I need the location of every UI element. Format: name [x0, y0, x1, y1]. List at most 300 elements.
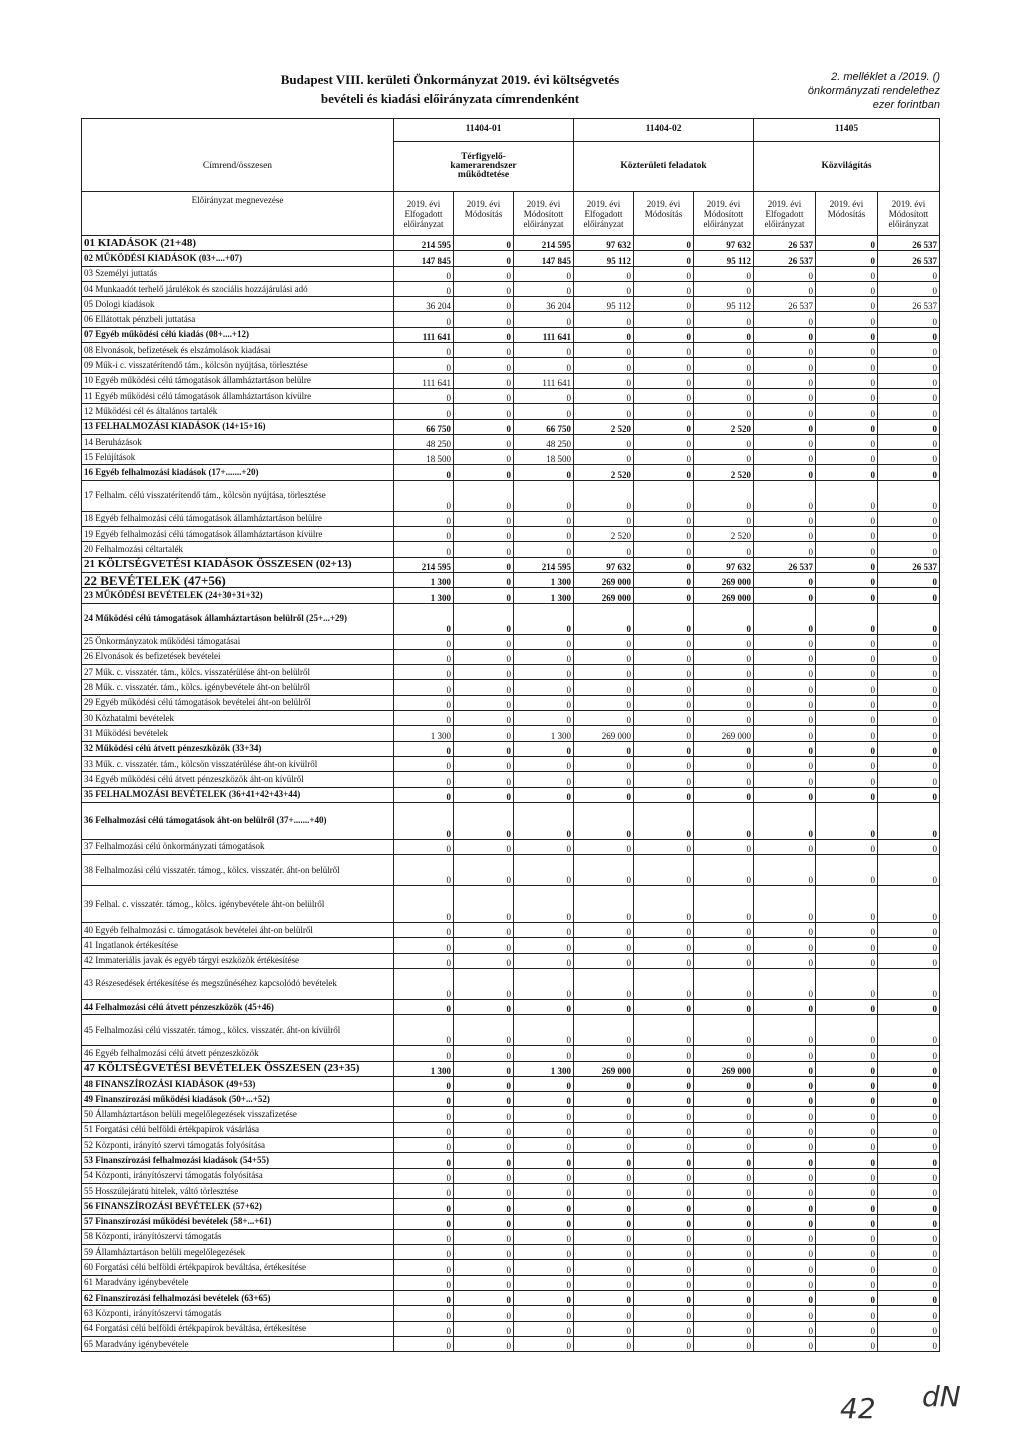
- handwritten-initials-number: 42: [840, 1392, 876, 1425]
- cell-value: 0: [514, 802, 574, 839]
- row-label: 03 Személyi juttatás: [82, 266, 394, 281]
- cell-value: 0: [878, 726, 940, 741]
- cell-value: 0: [816, 1183, 878, 1198]
- cell-value: 0: [394, 680, 454, 695]
- cell-value: 0: [634, 680, 694, 695]
- cell-value: 0: [634, 1306, 694, 1321]
- cell-value: 0: [454, 1122, 514, 1137]
- row-label: 35 FELHALMOZÁSI BEVÉTELEK (36+41+42+43+44): [82, 787, 394, 802]
- cell-value: 0: [394, 603, 454, 634]
- cell-value: 0: [754, 1260, 816, 1275]
- cell-value: 0: [694, 665, 754, 680]
- cell-value: 0: [634, 281, 694, 296]
- cell-value: 2 520: [694, 527, 754, 542]
- cell-value: 0: [574, 1260, 634, 1275]
- sub-header-line: 2019. évi: [829, 198, 864, 209]
- cell-value: 0: [394, 404, 454, 419]
- cell-value: 0: [634, 938, 694, 953]
- cell-value: 0: [574, 1076, 634, 1091]
- cell-value: 0: [454, 1107, 514, 1122]
- group-name-row: [82, 141, 940, 192]
- cell-value: 0: [878, 572, 940, 587]
- cell-value: 0: [574, 695, 634, 710]
- table-row: [82, 1321, 940, 1336]
- cell-value: 0: [816, 1015, 878, 1046]
- sub-header-3-2: [816, 192, 878, 236]
- cell-value: 0: [634, 1046, 694, 1061]
- cell-value: 0: [454, 465, 514, 480]
- group-code-1: 11404-01: [394, 119, 574, 142]
- cell-value: 0: [394, 1291, 454, 1306]
- table-row: [82, 1092, 940, 1107]
- cell-value: 0: [454, 388, 514, 403]
- cell-value: 0: [878, 680, 940, 695]
- cell-value: 0: [394, 649, 454, 664]
- cell-value: 0: [514, 1275, 574, 1290]
- cell-value: 0: [816, 266, 878, 281]
- cell-value: 0: [634, 634, 694, 649]
- sub-header-1-1: [394, 192, 454, 236]
- table-row: [82, 695, 940, 710]
- cell-value: 0: [694, 839, 754, 854]
- cell-value: 0: [754, 711, 816, 726]
- cell-value: 0: [694, 711, 754, 726]
- row-label: 07 Egyéb működési célú kiadás (08+....+12): [82, 327, 394, 342]
- cell-value: 0: [454, 756, 514, 771]
- cell-value: 0: [878, 741, 940, 756]
- cell-value: 0: [878, 711, 940, 726]
- cell-value: 0: [454, 695, 514, 710]
- cell-value: 0: [878, 1076, 940, 1091]
- cell-value: 0: [574, 1321, 634, 1336]
- cell-value: 1 300: [394, 572, 454, 587]
- cell-value: 0: [694, 404, 754, 419]
- cell-value: 0: [454, 953, 514, 968]
- cell-value: 0: [754, 1092, 816, 1107]
- cell-value: 0: [694, 772, 754, 787]
- cell-value: 0: [878, 603, 940, 634]
- cell-value: 95 112: [574, 297, 634, 312]
- cell-value: 0: [574, 1122, 634, 1137]
- cell-value: 0: [454, 343, 514, 358]
- sub-header-line: Elfogadott: [765, 208, 804, 219]
- cell-value: 18 500: [514, 450, 574, 465]
- cell-value: 0: [634, 373, 694, 388]
- cell-value: 0: [878, 999, 940, 1014]
- cell-value: 0: [514, 1214, 574, 1229]
- row-label: 36 Felhalmozási célú támogatások áht-on belülről (37+.......+40): [82, 802, 394, 839]
- cell-value: 0: [816, 511, 878, 526]
- cell-value: 0: [878, 1092, 940, 1107]
- table-row: [82, 999, 940, 1014]
- cell-value: 0: [694, 1336, 754, 1351]
- cell-value: 0: [514, 923, 574, 938]
- cell-value: 0: [454, 588, 514, 603]
- cell-value: 269 000: [574, 588, 634, 603]
- cell-value: 0: [816, 855, 878, 886]
- cell-value: 2 520: [574, 527, 634, 542]
- sub-header-line: Módosítás: [464, 208, 503, 219]
- cell-value: 0: [394, 711, 454, 726]
- cell-value: 0: [454, 404, 514, 419]
- cell-value: 0: [816, 938, 878, 953]
- cell-value: 0: [816, 999, 878, 1014]
- table-row: [82, 756, 940, 771]
- cell-value: 0: [816, 358, 878, 373]
- cell-value: 0: [816, 404, 878, 419]
- cell-value: 0: [514, 1122, 574, 1137]
- sub-header-3-1: [754, 192, 816, 236]
- cell-value: 0: [754, 404, 816, 419]
- cell-value: 0: [394, 527, 454, 542]
- cell-value: 0: [514, 1199, 574, 1214]
- cell-value: 0: [754, 281, 816, 296]
- cell-value: 0: [816, 312, 878, 327]
- annex-note: [770, 70, 940, 112]
- cell-value: 0: [394, 953, 454, 968]
- cell-value: 0: [634, 236, 694, 251]
- cell-value: 0: [694, 542, 754, 557]
- row-label: 27 Műk. c. visszatér. tám., kölcs. visszatérülése áht-on belülről: [82, 665, 394, 680]
- row-label: 60 Forgatási célú belföldi értékpapírok beváltása, értékesítése: [82, 1260, 394, 1275]
- row-label: 42 Immateriális javak és egyéb tárgyi eszközök értékesítése: [82, 953, 394, 968]
- cell-value: 0: [754, 603, 816, 634]
- cell-value: 0: [816, 1122, 878, 1137]
- cell-value: 0: [878, 1199, 940, 1214]
- row-label: 28 Műk. c. visszatér. tám., kölcs. igénybevétele áht-on belülről: [82, 680, 394, 695]
- cell-value: 0: [634, 297, 694, 312]
- cell-value: 0: [454, 1321, 514, 1336]
- cell-value: 0: [574, 281, 634, 296]
- cell-value: 95 112: [694, 297, 754, 312]
- cell-value: 0: [754, 923, 816, 938]
- cell-value: 0: [454, 1061, 514, 1076]
- table-row: [82, 312, 940, 327]
- cell-value: 0: [394, 480, 454, 511]
- cell-value: 0: [574, 1092, 634, 1107]
- row-label: 21 KÖLTSÉGVETÉSI KIADÁSOK ÖSSZESEN (02+13): [82, 557, 394, 572]
- cell-value: 0: [634, 1291, 694, 1306]
- cell-value: 0: [754, 588, 816, 603]
- cell-value: 26 537: [754, 557, 816, 572]
- cell-value: 0: [454, 1199, 514, 1214]
- cell-value: 0: [574, 358, 634, 373]
- unit-label: ezer forintban: [872, 99, 940, 111]
- cell-value: 0: [816, 953, 878, 968]
- cell-value: 0: [514, 480, 574, 511]
- cell-value: 0: [754, 772, 816, 787]
- group-name-3: Közvilágítás: [754, 141, 940, 192]
- row-label: 58 Központi, irányítószervi támogatás: [82, 1229, 394, 1244]
- row-label: 22 BEVÉTELEK (47+56): [82, 572, 394, 587]
- cell-value: 0: [816, 450, 878, 465]
- cell-value: 0: [754, 1138, 816, 1153]
- cell-value: 0: [514, 1306, 574, 1321]
- cell-value: 0: [514, 1229, 574, 1244]
- cell-value: 0: [754, 1245, 816, 1260]
- table-row: [82, 251, 940, 266]
- decree-label: önkormányzati rendelethez: [807, 85, 940, 97]
- cell-value: 0: [454, 542, 514, 557]
- cell-value: 0: [454, 1336, 514, 1351]
- cell-value: 0: [574, 649, 634, 664]
- row-label: 45 Felhalmozási célú visszatér. támog., kölcs. visszatér. áht-on kívülről: [82, 1015, 394, 1046]
- cell-value: 0: [394, 1245, 454, 1260]
- table-row: [82, 968, 940, 999]
- cell-value: 1 300: [514, 572, 574, 587]
- row-label: 56 FINANSZÍROZÁSI BEVÉTELEK (57+62): [82, 1199, 394, 1214]
- cell-value: 0: [514, 1076, 574, 1091]
- cell-value: 0: [816, 388, 878, 403]
- cell-value: 0: [634, 419, 694, 434]
- cell-value: 0: [454, 839, 514, 854]
- cell-value: 0: [878, 938, 940, 953]
- cell-value: 0: [514, 312, 574, 327]
- name-column-header: Előirányzat megnevezése: [82, 192, 394, 236]
- sub-header-line: [818, 219, 875, 229]
- cell-value: 0: [634, 802, 694, 839]
- row-label: 19 Egyéb felhalmozási célú támogatások államháztartáson kívülre: [82, 527, 394, 542]
- row-label: 09 Műk-i c. visszatérítendő tám., kölcsön nyújtása, törlesztése: [82, 358, 394, 373]
- cell-value: 0: [634, 741, 694, 756]
- cell-value: 0: [754, 665, 816, 680]
- cell-value: 0: [514, 772, 574, 787]
- cell-value: 0: [394, 1260, 454, 1275]
- cell-value: 0: [754, 999, 816, 1014]
- table-row: [82, 680, 940, 695]
- cell-value: 0: [694, 1015, 754, 1046]
- sub-header-line: [456, 219, 511, 229]
- row-label: 49 Finanszírozási működési kiadások (50+...+52): [82, 1092, 394, 1107]
- table-row: [82, 665, 940, 680]
- cell-value: 0: [634, 695, 694, 710]
- cell-value: 0: [394, 695, 454, 710]
- group-name-1: Térfigyelő-kamerarendszer működtetése: [394, 141, 574, 192]
- cell-value: 0: [454, 999, 514, 1014]
- cell-value: 0: [454, 450, 514, 465]
- cell-value: 0: [514, 1015, 574, 1046]
- cell-value: 0: [754, 649, 816, 664]
- cell-value: 0: [816, 1321, 878, 1336]
- cell-value: 0: [394, 388, 454, 403]
- cell-value: 0: [634, 480, 694, 511]
- cell-value: 0: [514, 839, 574, 854]
- cell-value: 0: [574, 1168, 634, 1183]
- cell-value: 0: [634, 1168, 694, 1183]
- row-label: 46 Egyéb felhalmozási célú átvett pénzeszközök: [82, 1046, 394, 1061]
- cell-value: 0: [878, 1214, 940, 1229]
- cell-value: 0: [394, 1138, 454, 1153]
- cell-value: 0: [634, 588, 694, 603]
- cell-value: 0: [634, 542, 694, 557]
- table-row: [82, 327, 940, 342]
- row-label: 20 Felhalmozási céltartalék: [82, 542, 394, 557]
- cell-value: 0: [634, 1153, 694, 1168]
- cell-value: 0: [694, 327, 754, 342]
- cell-value: 0: [754, 312, 816, 327]
- table-row: [82, 511, 940, 526]
- table-row: [82, 1306, 940, 1321]
- cell-value: 0: [514, 886, 574, 923]
- cell-value: 0: [754, 968, 816, 999]
- cell-value: 0: [754, 802, 816, 839]
- sub-header-line: 2019. évi: [706, 198, 741, 209]
- cell-value: 0: [878, 1046, 940, 1061]
- cell-value: 0: [574, 1107, 634, 1122]
- cell-value: 0: [816, 649, 878, 664]
- cell-value: 0: [394, 665, 454, 680]
- cell-value: 0: [634, 1138, 694, 1153]
- cell-value: 0: [816, 923, 878, 938]
- cell-value: 111 641: [394, 373, 454, 388]
- table-row: [82, 603, 940, 634]
- cell-value: 0: [454, 1076, 514, 1091]
- cell-value: 0: [394, 1046, 454, 1061]
- cell-value: 0: [878, 419, 940, 434]
- cell-value: 0: [694, 802, 754, 839]
- table-row: [82, 281, 940, 296]
- cell-value: 0: [454, 886, 514, 923]
- cell-value: 0: [816, 802, 878, 839]
- sub-header-line: előirányzat: [888, 218, 929, 229]
- cell-value: 0: [694, 953, 754, 968]
- table-row: [82, 480, 940, 511]
- row-label: 37 Felhalmozási célú önkormányzati támogatások: [82, 839, 394, 854]
- cell-value: 0: [878, 373, 940, 388]
- cell-value: 0: [878, 1229, 940, 1244]
- table-row: [82, 1153, 940, 1168]
- cell-value: 0: [634, 711, 694, 726]
- cell-value: 95 112: [694, 251, 754, 266]
- cell-value: 0: [816, 603, 878, 634]
- cell-value: 0: [878, 343, 940, 358]
- cell-value: 0: [816, 968, 878, 999]
- cell-value: 0: [454, 572, 514, 587]
- cell-value: 0: [694, 1291, 754, 1306]
- cell-value: 0: [574, 1199, 634, 1214]
- cell-value: 0: [634, 603, 694, 634]
- group-code-2: 11404-02: [574, 119, 754, 142]
- cell-value: 97 632: [574, 557, 634, 572]
- cell-value: 0: [878, 1321, 940, 1336]
- table-row: [82, 923, 940, 938]
- table-row: [82, 434, 940, 449]
- row-label: 57 Finanszírozási működési bevételek (58+...+61): [82, 1214, 394, 1229]
- row-label: 11 Egyéb működési célú támogatások államháztartáson kívülre: [82, 388, 394, 403]
- table-row: [82, 741, 940, 756]
- cell-value: 269 000: [574, 572, 634, 587]
- cell-value: 0: [878, 1291, 940, 1306]
- cell-value: 0: [754, 1199, 816, 1214]
- cell-value: 0: [514, 649, 574, 664]
- table-row: [82, 1260, 940, 1275]
- cell-value: 0: [634, 968, 694, 999]
- cell-value: 0: [816, 787, 878, 802]
- cell-value: 0: [754, 450, 816, 465]
- cell-value: 0: [694, 968, 754, 999]
- cell-value: 0: [878, 634, 940, 649]
- cell-value: 0: [878, 404, 940, 419]
- cell-value: 0: [754, 756, 816, 771]
- cell-value: 0: [634, 1229, 694, 1244]
- cell-value: 0: [394, 1306, 454, 1321]
- cell-value: 0: [514, 855, 574, 886]
- cell-value: 0: [394, 923, 454, 938]
- cell-value: 0: [514, 787, 574, 802]
- sub-header-2-3: [694, 192, 754, 236]
- row-label: 08 Elvonások, befizetések és elszámolások kiadásai: [82, 343, 394, 358]
- cell-value: 0: [754, 1291, 816, 1306]
- cell-value: 0: [514, 680, 574, 695]
- cell-value: 0: [816, 557, 878, 572]
- cell-value: 97 632: [694, 236, 754, 251]
- cell-value: 0: [694, 450, 754, 465]
- cell-value: 0: [878, 1138, 940, 1153]
- cell-value: 0: [878, 542, 940, 557]
- cell-value: 0: [574, 1214, 634, 1229]
- cell-value: 2 520: [694, 465, 754, 480]
- cell-value: 0: [634, 1321, 694, 1336]
- cell-value: 0: [394, 855, 454, 886]
- cell-value: 0: [514, 343, 574, 358]
- cell-value: 0: [574, 404, 634, 419]
- cell-value: 0: [574, 680, 634, 695]
- sub-header-line: 2019. évi: [767, 198, 802, 209]
- row-label: 64 Forgatási célú belföldi értékpapírok beváltása, értékesítése: [82, 1321, 394, 1336]
- table-row: [82, 1107, 940, 1122]
- cell-value: 0: [634, 434, 694, 449]
- cell-value: 0: [694, 756, 754, 771]
- cell-value: 0: [634, 388, 694, 403]
- cell-value: 97 632: [694, 557, 754, 572]
- cell-value: 0: [634, 404, 694, 419]
- cell-value: 0: [694, 312, 754, 327]
- cell-value: 0: [454, 511, 514, 526]
- cell-value: 0: [514, 1336, 574, 1351]
- cell-value: 0: [394, 938, 454, 953]
- row-label: 44 Felhalmozási célú átvett pénzeszközök (45+46): [82, 999, 394, 1014]
- cell-value: 269 000: [694, 1061, 754, 1076]
- cell-value: 0: [574, 603, 634, 634]
- cell-value: 0: [634, 251, 694, 266]
- cell-value: 0: [694, 511, 754, 526]
- cell-value: 1 300: [394, 588, 454, 603]
- cell-value: 0: [634, 649, 694, 664]
- cell-value: 0: [634, 358, 694, 373]
- sub-header-line: Elfogadott: [404, 208, 443, 219]
- table-row: [82, 1061, 940, 1076]
- row-label: 06 Ellátottak pénzbeli juttatása: [82, 312, 394, 327]
- table-row: [82, 1199, 940, 1214]
- cell-value: 0: [394, 1199, 454, 1214]
- cell-value: 0: [694, 886, 754, 923]
- cell-value: 0: [878, 1275, 940, 1290]
- cell-value: 0: [754, 419, 816, 434]
- cell-value: 0: [574, 938, 634, 953]
- sub-header-line: 2019. évi: [526, 198, 561, 209]
- cell-value: 0: [454, 1015, 514, 1046]
- cell-value: 0: [574, 1183, 634, 1198]
- cell-value: 0: [816, 1199, 878, 1214]
- cell-value: 0: [514, 465, 574, 480]
- cell-value: 0: [694, 695, 754, 710]
- cell-value: 0: [634, 1122, 694, 1137]
- row-label: 47 KÖLTSÉGVETÉSI BEVÉTELEK ÖSSZESEN (23+35): [82, 1061, 394, 1076]
- cell-value: 0: [454, 1260, 514, 1275]
- cell-value: 0: [514, 1092, 574, 1107]
- cell-value: 0: [878, 1168, 940, 1183]
- cell-value: 0: [514, 388, 574, 403]
